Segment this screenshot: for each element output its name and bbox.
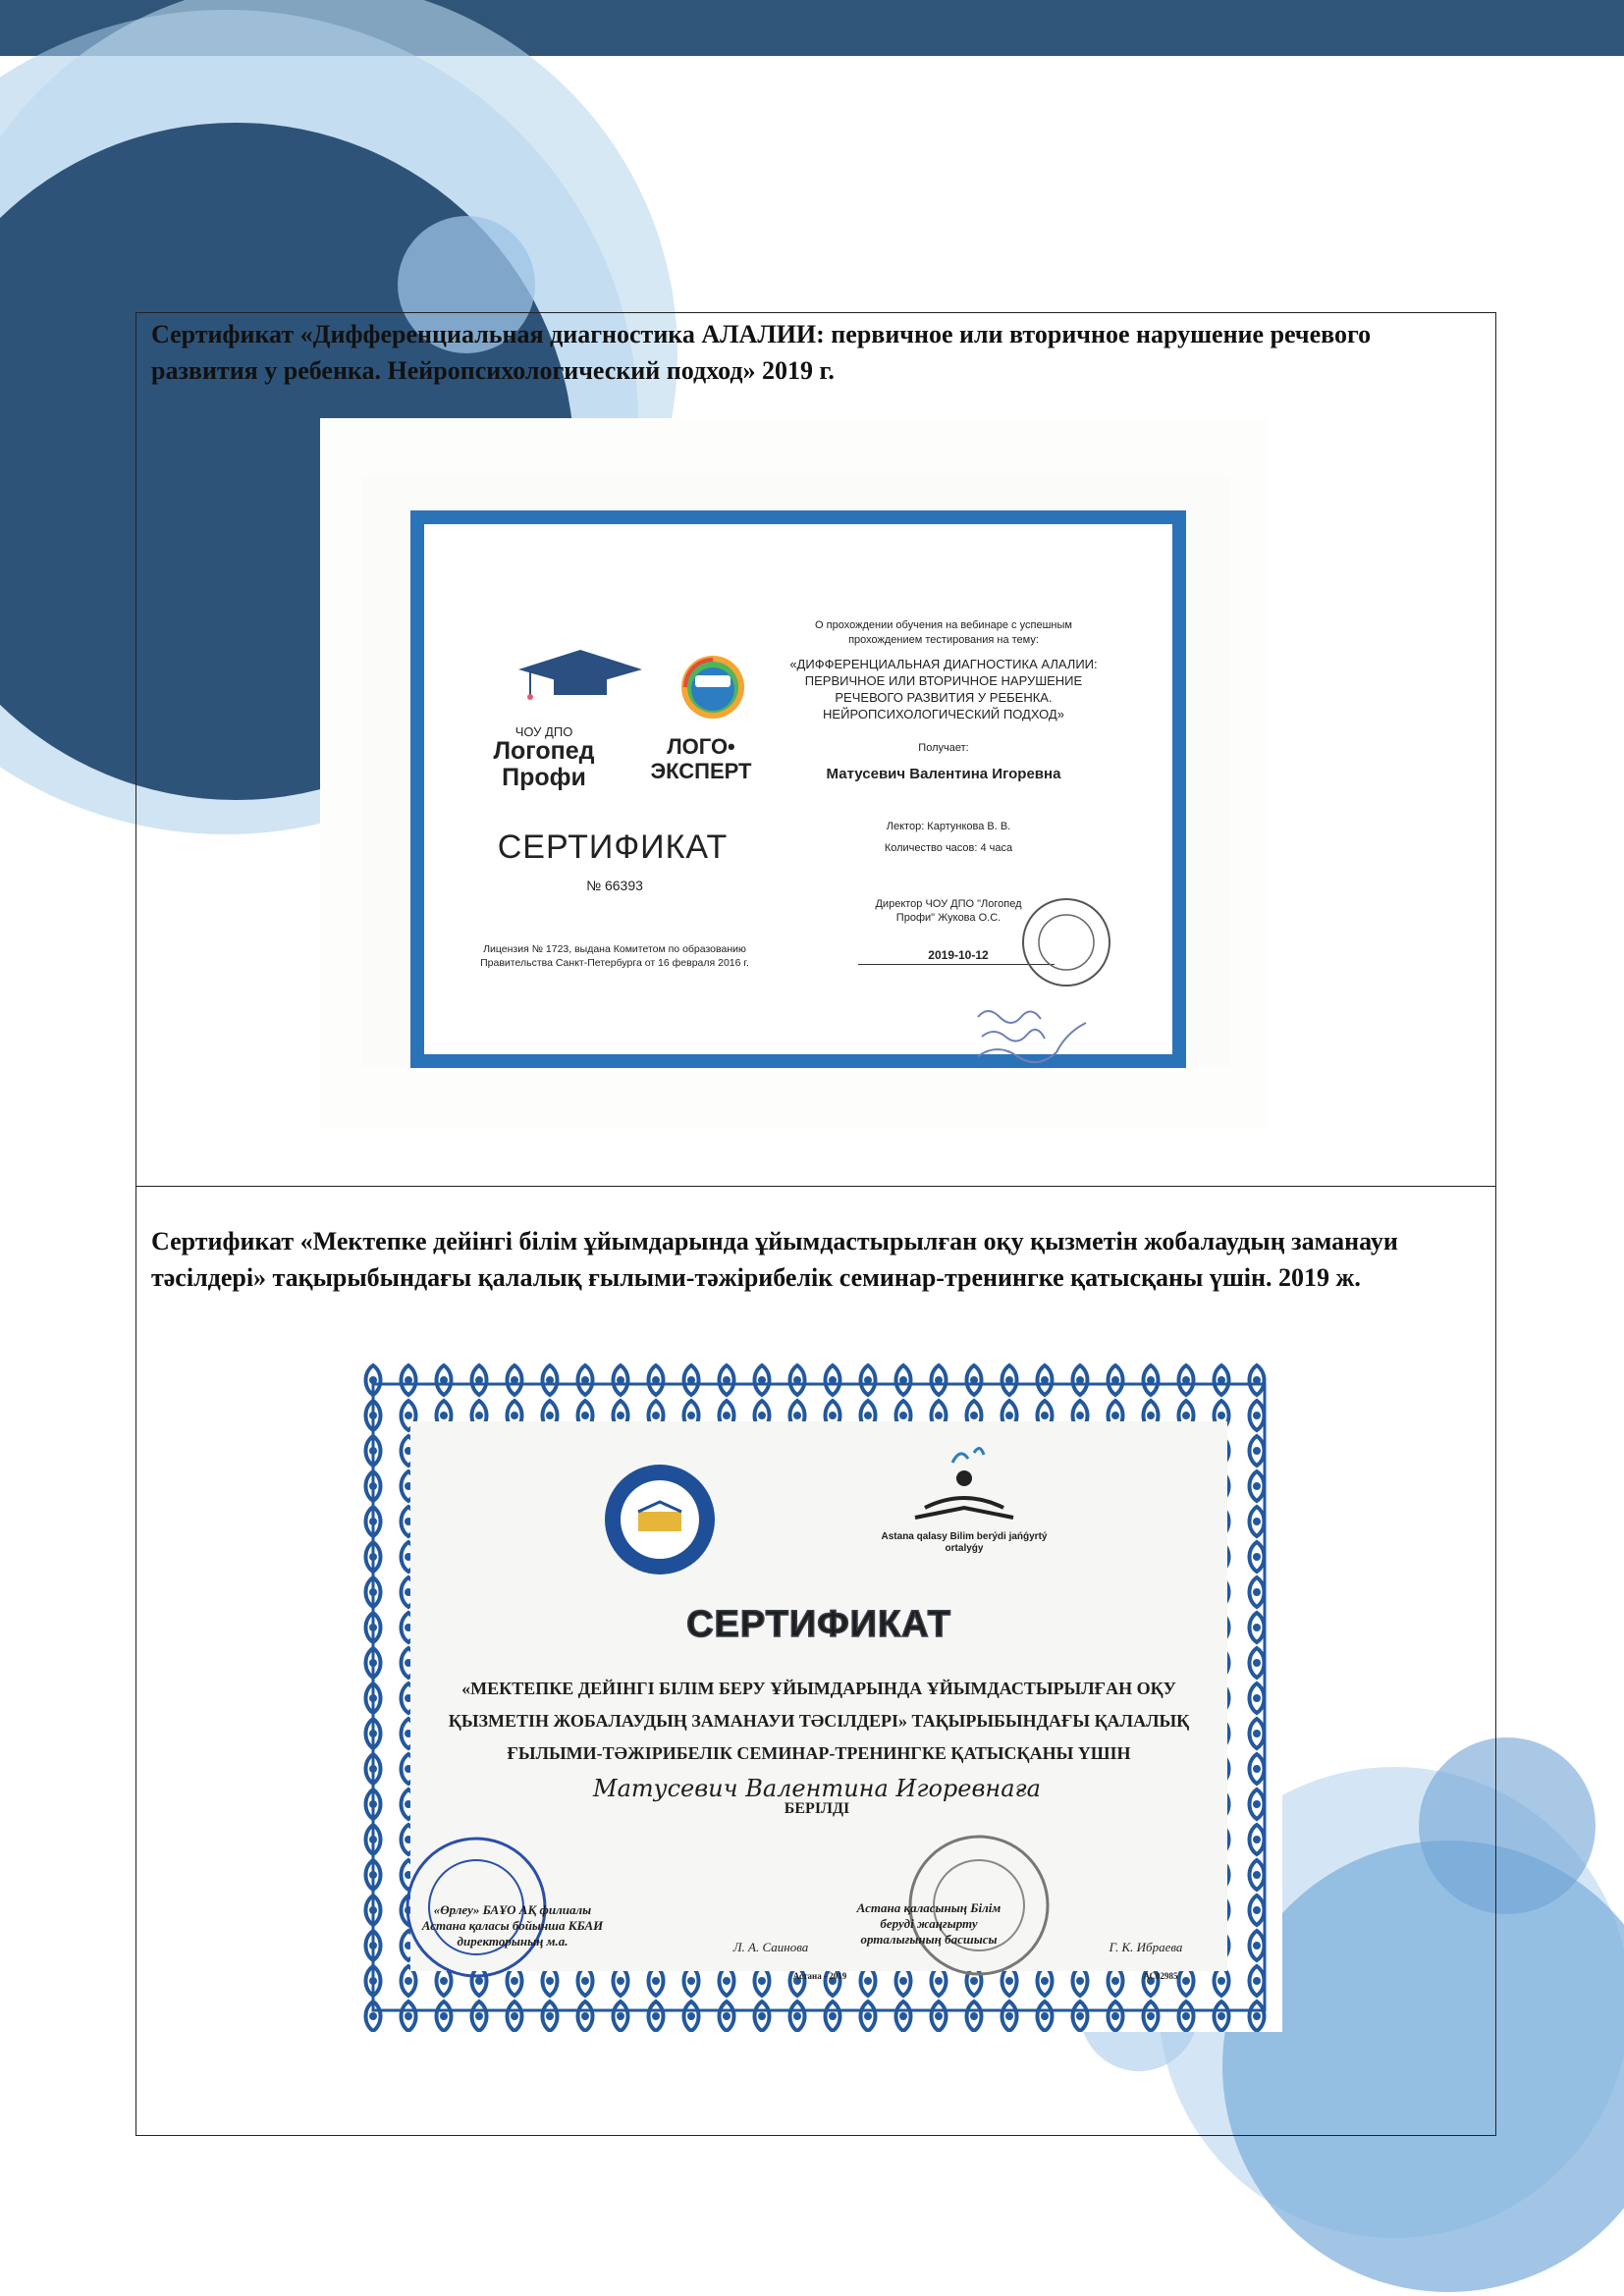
certificate-2-caption: Сертификат «Мектепке дейінгі білім ұйымдарында ұйымдастырылған оқу қызметін жобалаудың заманауи тәсілдері» тақырыбындағы қалалық ғылыми-тәжірибелік семинар-тренингке қатысқаны үшін. 2019 ж. [151, 1227, 1398, 1292]
cert1-org2-name: ЛОГО• ЭКСПЕРТ [650, 734, 752, 783]
certificate-1-caption: Сертификат «Дифференциальная диагностика АЛАЛИИ: первичное или вторичное нарушение речевого развития у ребенка. Нейропсихологический подход» 2019 г. [151, 320, 1372, 385]
cert1-number: № 66393 [586, 878, 643, 893]
cert1-topic: «ДИФФЕРЕНЦИАЛЬНАЯ ДИАГНОСТИКА АЛАЛИИ: ПЕРВИЧНОЕ ИЛИ ВТОРИЧНОЕ НАРУШЕНИЕ РЕЧЕВОГО РАЗВИТИЯ У РЕБЕНКА. НЕЙРОПСИХОЛОГИЧЕСКИЙ ПОДХОД» [789, 657, 1098, 721]
cert2-recipient-handwritten: Матусевич Валентина Игоревнаға [593, 1775, 1041, 1802]
cert1-date: 2019-10-12 [928, 948, 989, 962]
cert2-given: БЕРІЛДІ [784, 1800, 850, 1817]
graduation-cap-icon [516, 648, 644, 701]
cert1-license: Лицензия № 1723, выдана Комитетом по образованию Правительства Санкт-Петербурга от 16 февраля 2016 г. [480, 943, 749, 969]
cert1-org1-name: Логопед Профи [493, 737, 595, 791]
cert2-city-year: Астана - 2019 [792, 1971, 847, 1981]
round-stamp-icon [1019, 895, 1113, 989]
cert1-receives-label: Получает: [918, 742, 969, 754]
cert2-right-signatory-name: Г. К. Ибраева [1109, 1940, 1183, 1954]
astana-education-logo [905, 1439, 1023, 1533]
cert2-left-signatory-name: Л. А. Саинова [732, 1940, 809, 1954]
orleu-seal-logo [601, 1461, 719, 1578]
cert1-title: СЕРТИФИКАТ [497, 828, 729, 866]
cert2-serial: АС02985 [1143, 1971, 1178, 1981]
handwritten-certified-copy-note [968, 999, 1096, 1068]
table-row-divider [136, 1186, 1495, 1187]
certificate-1-image [320, 418, 1269, 1129]
cert1-director: Директор ЧОУ ДПО "Логопед Профи" Жукова О.С. [875, 898, 1022, 924]
cert1-hours: Количество часов: 4 часа [884, 842, 1013, 854]
cert2-right-signatory: Астана қаласының Білім беруді жаңғырту орталығының басшысы [856, 1900, 1001, 1947]
cert1-lecturer: Лектор: Картункова В. В. [886, 821, 1011, 832]
certificate-2-image [355, 1362, 1282, 2032]
logo-expert-icon [676, 654, 750, 726]
cert1-org1-label: ЧОУ ДПО [514, 724, 573, 739]
cert2-topic: «МЕКТЕПКЕ ДЕЙІНГІ БІЛІМ БЕРУ ҰЙЫМДАРЫНДА ҰЙЫМДАСТЫРЫЛҒАН ОҚУ ҚЫЗМЕТІН ЖОБАЛАУДЫҢ ЗАМАНАУИ ТӘСІЛДЕРІ» ТАҚЫРЫБЫНДАҒЫ ҚАЛАЛЫҚ ҒЫЛЫМИ-ТӘЖІРИБЕЛІК СЕМИНАР-ТРЕНИНГКЕ ҚАТЫСҚАНЫ ҮШІН [448, 1679, 1190, 1763]
cert2-left-signatory: «Өрлеу» БАҰО АҚ филиалы Астана қаласы бойынша КБАИ директорының м.а. [421, 1902, 604, 1949]
cert1-intro: О прохождении обучения на вебинаре с успешным прохождением тестирования на тему: [815, 619, 1072, 646]
cert2-right-logo-text: Astana qalasy Bilim berýdi jańǵyrtý ortalyǵy [881, 1531, 1048, 1554]
cert2-title: СЕРТИФИКАТ [686, 1604, 951, 1645]
cert1-recipient: Матусевич Валентина Игоревна [826, 766, 1061, 782]
